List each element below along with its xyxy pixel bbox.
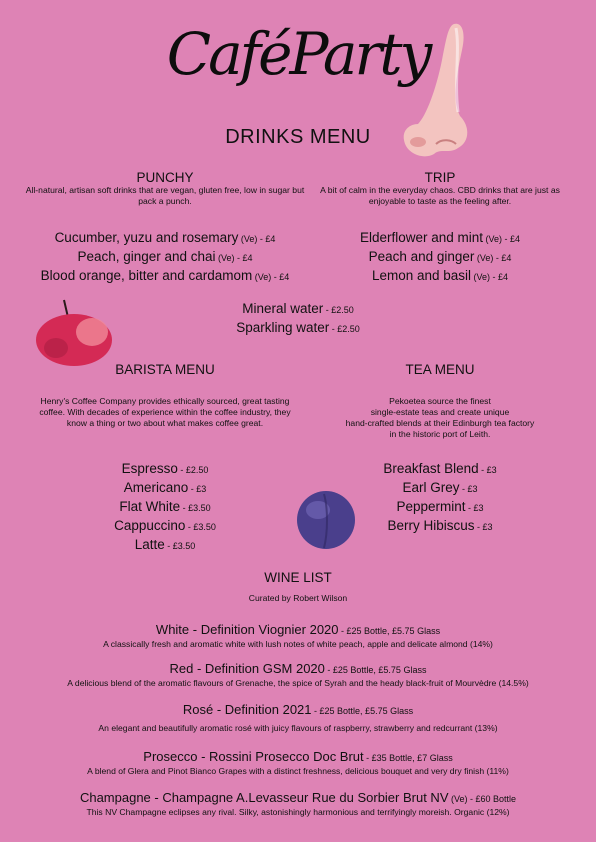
wine-name: Rosé - Definition 2021: [182, 702, 312, 717]
item-name: Cappuccino: [114, 518, 186, 533]
wine-description: A classically fresh and aromatic white with lush notes of white peach, apple and delicate almond (14%): [103, 639, 493, 649]
item-price: (Ve) - £4: [474, 253, 512, 263]
item-price: - £2.50: [329, 324, 360, 334]
wine-price: - £25 Bottle, £5.75 Glass: [338, 626, 441, 636]
item-name: Latte: [134, 537, 165, 552]
tea-section: [310, 362, 570, 440]
menu-item: [310, 267, 570, 286]
item-name: Sparkling water: [236, 320, 330, 335]
item-price: - £2.50: [323, 305, 354, 315]
item-price: - £3: [465, 503, 484, 513]
item-name: Lemon and basil: [371, 268, 472, 283]
wine-price: - £25 Bottle, £5.75 Glass: [324, 665, 427, 675]
trip-description: A bit of calm in the everyday chaos. CBD drinks that are just as enjoyable to taste as the feeling after.: [320, 185, 560, 206]
punchy-section: [20, 170, 310, 207]
barista-description: Henry's Coffee Company provides ethically sourced, great tasting coffee. With decades of experience within the coffee industry, they know a thing or two about what makes coffee great.: [39, 396, 291, 428]
brand-logo: CaféParty: [166, 20, 430, 88]
wine-description: A blend of Glera and Pinot Bianco Grapes with a distinct freshness, delicious bouquet and very dry finish (11%): [87, 766, 509, 776]
barista-section: [20, 362, 310, 429]
menu-item: [20, 517, 310, 536]
menu-item: [310, 460, 570, 479]
page-title: DRINKS MENU: [225, 126, 371, 148]
plum-illustration: [294, 488, 358, 552]
tea-heading: TEA MENU: [405, 362, 475, 377]
barista-items: [20, 460, 310, 555]
tea-description-line: hand-crafted blends at their Edinburgh tea factory: [345, 418, 535, 428]
wine-item: [0, 790, 596, 818]
trip-items: [310, 229, 570, 286]
wine-item: [0, 622, 596, 650]
item-price: (Ve) - £4: [471, 272, 509, 282]
punchy-items: [0, 229, 330, 286]
wine-price: (Ve) - £60 Bottle: [448, 794, 517, 804]
item-price: - £3: [474, 522, 493, 532]
item-name: Earl Grey: [402, 480, 460, 495]
menu-item: [0, 229, 330, 248]
wine-name: White - Definition Viognier 2020: [155, 622, 339, 637]
menu-item: [20, 536, 310, 555]
wine-heading: WINE LIST: [264, 570, 332, 585]
item-price: - £3.50: [185, 522, 216, 532]
item-name: Elderflower and mint: [359, 230, 484, 245]
item-price: - £3.50: [180, 503, 211, 513]
wine-price: - £35 Bottle, £7 Glass: [363, 753, 453, 763]
item-price: (Ve) - £4: [252, 272, 290, 282]
item-price: - £3.50: [164, 541, 196, 551]
wine-description: This NV Champagne eclipses any rival. Silky, astonishingly harmonious and terrifyingly moreish. Organic (12%): [86, 807, 510, 817]
wine-name: Red - Definition GSM 2020: [169, 661, 325, 676]
tea-description-line: Pekoetea source the finest: [389, 396, 491, 406]
trip-section: [310, 170, 570, 207]
item-name: Blood orange, bitter and cardamom: [40, 268, 253, 283]
menu-item: [20, 479, 310, 498]
item-name: Berry Hibiscus: [387, 518, 475, 533]
wine-description: An elegant and beautifully aromatic rosé with juicy flavours of raspberry, strawberry and redcurrant (13%): [98, 723, 498, 733]
item-name: Mineral water: [242, 301, 324, 316]
item-name: Cucumber, yuzu and rosemary: [54, 230, 239, 245]
punchy-description: All-natural, artisan soft drinks that are vegan, gluten free, low in sugar but pack a punch.: [25, 185, 305, 206]
wine-curated: Curated by Robert Wilson: [248, 593, 348, 603]
wine-item: [0, 749, 596, 777]
item-price: (Ve) - £4: [483, 234, 521, 244]
item-name: Peppermint: [396, 499, 466, 514]
item-name: Flat White: [119, 499, 181, 514]
wine-name: Prosecco - Rossini Prosecco Doc Brut: [143, 749, 364, 764]
item-name: Breakfast Blend: [383, 461, 479, 476]
item-price: - £3: [188, 484, 207, 494]
item-price: - £3: [478, 465, 497, 475]
item-name: Peach and ginger: [368, 249, 475, 264]
item-name: Espresso: [121, 461, 178, 476]
barista-heading: BARISTA MENU: [115, 362, 215, 377]
punchy-heading: PUNCHY: [136, 170, 194, 185]
tea-description-line: in the historic port of Leith.: [389, 429, 491, 439]
wine-name: Champagne - Champagne A.Levasseur Rue du Sorbier Brut NV: [79, 790, 449, 805]
trip-heading: TRIP: [424, 170, 456, 185]
wine-section: [0, 570, 596, 604]
menu-item: [310, 229, 570, 248]
menu-item: [310, 248, 570, 267]
menu-item: [0, 248, 330, 267]
tea-description-line: single-estate teas and create unique: [370, 407, 510, 417]
apple-illustration: [34, 298, 114, 370]
item-price: (Ve) - £4: [215, 253, 253, 263]
item-name: Peach, ginger and chai: [77, 249, 216, 264]
item-price: (Ve) - £4: [238, 234, 276, 244]
wine-description: A delicious blend of the aromatic flavours of Grenache, the spice of Syrah and the heady black-fruit of Mourvèdre (14.5%): [67, 678, 529, 688]
tea-description: [310, 396, 570, 440]
item-price: - £3: [459, 484, 478, 494]
item-price: - £2.50: [177, 465, 209, 475]
menu-item: [20, 498, 310, 517]
wine-price: - £25 Bottle, £5.75 Glass: [311, 706, 414, 716]
wine-item: [0, 702, 596, 734]
wine-item: [0, 661, 596, 689]
menu-item: [20, 460, 310, 479]
menu-item: [0, 267, 330, 286]
item-name: Americano: [123, 480, 189, 495]
